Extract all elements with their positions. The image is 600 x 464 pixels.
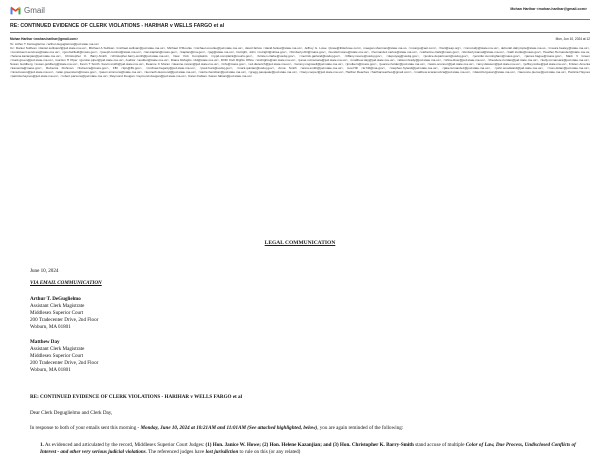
addressee-street: 200 Tradecenter Drive, 2nd Floor — [30, 317, 99, 324]
item-text: As evidenced and articulated by the record, Middlesex Superior Court Judges: — [43, 442, 206, 448]
sender: Mohan Harihar <mohan.harihar@gmail.com> — [10, 37, 78, 41]
item-text: to rule on this (or any related) — [238, 449, 301, 456]
message-date: Mon, Jun 10, 2024 at 12 — [555, 37, 590, 41]
addressee-street: 200 Tradecenter Drive, 2nd Floor — [30, 360, 99, 367]
addressee-title: Assistant Clerk Magistrate — [30, 303, 85, 310]
jurisdiction-text: lost jurisdiction — [205, 449, 239, 456]
email-subject: RE: CONTINUED EVIDENCE OF CLERK VIOLATIONS - HARIHAR v WELLS FARGO et al — [10, 23, 225, 29]
gmail-wordmark: Gmail — [24, 6, 45, 15]
addressee-court: Middlesex Superior Court — [30, 310, 84, 317]
letter-date: June 10, 2024 — [30, 268, 59, 274]
message-header — [10, 37, 590, 78]
gmail-logo — [10, 6, 45, 15]
intro-text: , you are again reminded of the following: — [317, 425, 404, 431]
divider — [10, 32, 590, 33]
intro-text: In response to both of your emails sent this morning - — [30, 425, 141, 431]
judge-names: (1) Hon. Janice W. Howe; (2) Hon. Helene Kazanjian; and (3) Hon. Christopher K. Barry-Smith — [205, 442, 414, 448]
re-line: RE: CONTINUED EVIDENCE OF CLERK VIOLATIONS - HARIHAR v WELLS FARGO et al — [30, 394, 242, 400]
addressee-title: Assistant Clerk Magistrate — [30, 346, 85, 353]
top-bar — [0, 0, 600, 20]
addressee-block — [30, 339, 98, 374]
via-email-label: VIA EMAIL COMMUNICATION — [30, 280, 102, 286]
item-text: . The referenced judges have — [145, 449, 206, 456]
intro-highlight: Monday, June 10, 2024 at 10:21AM and 11:01AM (See attached highlighted, below) — [140, 425, 318, 431]
addressee-name: Arthur T. DeGuglielmo — [30, 296, 81, 302]
recipients-cc: Cc: Daniel Sullivan <daniel.sullivan2@jud.state.ma.us>, Michael A Sullivan <michael.sullivan@jud.state.ma.us>, Michael O'Rourke <michael.orourke@jud.state.ma.us>, david farlow <david.farlow@state.ma.us>, Jeffrey G. Lowe <jlowe@littlerlowe.com>, maegan.sherman@state.ma.us, <mcargo@aol.com>, <hart@eap.org>, <mmccally@state.ma.us>, deborah.dalrymple@state.ma.us, <maura.healey@state.ma.us>, <constituent.services@state.ma.us>, <gov.fairfield@mass.gov>, <joseph.tombul@state.ma.us>, <ian.kaplan@mass.gov>, <kaplan@ma.gov>, <jag@state.ma.us>, Cutright, John <cutright@dcisa.gov>, <Kimberly.Ahl@mass.gov>, <kendell.stone@state.ma.us>, <hernandez.carlos@state.ma.us>, <catherine.clark@mass.gov>, <kimberly.kamal@state.ma.us>, <kath.lcottle@mass.gov>, Heather.Hernandez@state.ma.us, <helena.kazanjian@jud.state.ma.us>, Christopher K. Barry-Smith <christopher.barry-smith@jud.state.ma.us>, New York Complaints <nypd.complaint@courts.gov>, <kristen.clarke@usdoj.gov>, <merrick.garland@usdoj.gov>, <tiffany.moore@usdoj.gov>, <deputyag@usdoj.gov>, <justice.department@usdoj.gov>, <jennifer.cunningham@mass.gov>, <james.hague@mass.gov>, Mark V Green <mark.green@jud.state.ma.us>, Gordon H Piper <gordon.piper@jud.state.ma.us>, Auditor <auditor@state.ma.us>, Diana DiZoglio <dd@state.ma.us>, DOR Civil Rights Office <civilrights@dor.state.ma.us>, <janet.mcnamara@jud.state.ma.us>, <matthew.day@jud.state.ma.us>, <alison.brady@jud.state.ma.us>, <shira.diner@jud.state.ma.us>, <theodore.riordan@jud.state.ma.us>, <kelly.mcnamara@jud.state.ma.us>, Susan Goldberg <susan.goldberg@state.ma.us>, Kevin T Smith <kevin.smith@jud.state.ma.us>, Deanne C Moran <deanne.moran@jud.state.ma.us>, <info@mass.gov>, <ed.dieterich@jud.state.ma.us>, <tammy.cogswell@jud.state.ma.us>, <jmulkern@mass.gov>, <jeanne.holder@jud.state.ma.us>, <lewis.oconnor@jud.state.ma.us>, <amy.dawson@jud.state.ma.us>, <jeffrey.locke@jud.state.ma.us>, Kristen Amenta <kamenta@mass.gov>, Rebecca Fishman <frebecca@mass.gov>, FBI <tips@fbi.gov>, <michael.hegarty@jud.state.ma.us>, <paul.hunt@usdoj.gov>, <mark.quinlan@usdoj.gov>, Anna Smith <anna.smith@jud.state.ma.us>, Gov.Hill <kr.hill@ma.gov>, <stephen.hyland@jud.state.ma.us>, <jake.fernandez@jud.state.ma.us>, <john.woodward@jud.state.ma.us>, <ross.dolan@jud.state.ma.us>, <nina.bowen@jud.state.ma.us>, <alan.greenstein@mass.gov>, <jason.simmons@state.ma.us>, <kenneth.desmond@jud.state.ma.us>, <carrie.hamilton@jud.state.ma.us>, <gregg.pasquale@jud.state.ma.us>, <tracy.cooper@jud.state.ma.us>, Harihar Reaches <hariharreaches@gmail.com>, <matthew.scaramuzza@jud.state.ma.us>, <david.ferguson@state.ma.us>, <laurence.pierce@jud.state.ma.us>, Patricia Haynes <patricia.haynes@jud.state.ma.us>, <robert.parsons@jud.state.ma.us>, Raymond Dougan <raymond.dougan@jud.state.ma.us>, Karen Fabian <karen.fabian@jud.state.ma.us> — [10, 46, 590, 79]
addressee-city: Woburn, MA 01801 — [30, 324, 71, 331]
salutation: Dear Clerk Deguglielmo and Clerk Day, — [30, 410, 113, 416]
addressee-name: Matthew Day — [30, 339, 60, 345]
legal-communication-title: LEGAL COMMUNICATION — [264, 240, 336, 246]
divider — [10, 19, 590, 20]
violations-text: Color of Law, Due Process, Undisclosed Conflicts of Interest - and other very serious judicial violations — [40, 442, 576, 456]
recipients-to: To: Arthur T. DeGuglielmo <arthur.deguglielmo@jud.state.ma.us> — [10, 42, 100, 46]
intro-paragraph — [30, 425, 586, 432]
addressee-city: Woburn, MA 01801 — [30, 367, 71, 374]
addressee-block — [30, 296, 98, 331]
list-item — [30, 442, 586, 456]
account-label: Mohan Harihar <mohan.harihar@gmail.com> — [510, 7, 587, 11]
list-number: 1. — [40, 442, 44, 448]
addressee-court: Middlesex Superior Court — [30, 353, 84, 360]
gmail-envelope-icon — [10, 6, 21, 15]
item-text: stand accuse of multiple — [413, 442, 466, 448]
